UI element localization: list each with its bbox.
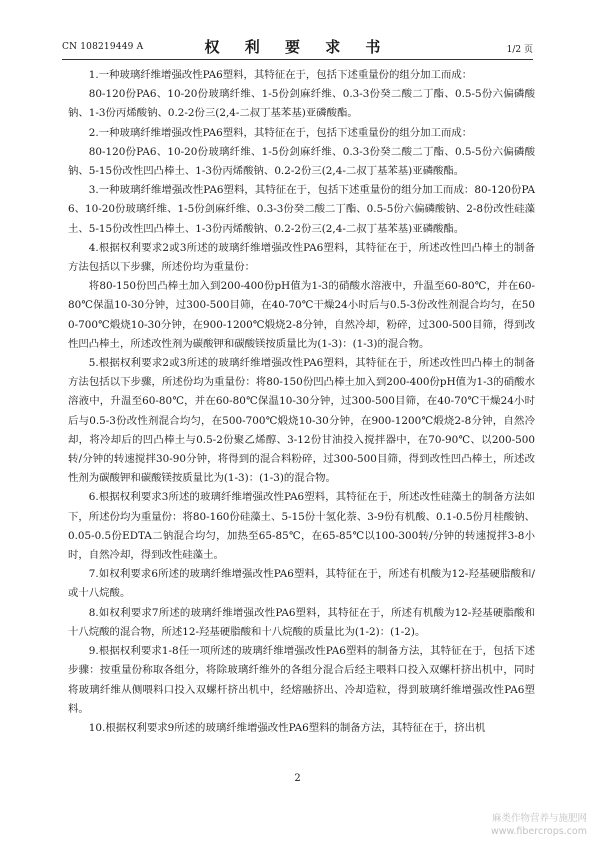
claim-6: 6.根据权利要求3所述的玻璃纤维增强改性PA6塑料，其特征在于，所述改性硅藻土的制备方法如下，所述份均为重量份：将80-160份硅藻土、5-15份十氢化萘、3-9份有机酸、0.1-0.5份月桂酸钠、0.05-0.5份EDTA二钠混合均匀，加热至65-85℃，在65-85℃以100-300转/分钟的转速搅拌3-8小时，自然冷却，得到改性硅藻土。 — [68, 491, 535, 562]
page-count: 1/2 页 — [506, 45, 533, 55]
claim-9: 9.根据权利要求1-8任一项所述的玻璃纤维增强改性PA6塑料的制备方法，其特征在于，包括下述步骤：按重量份称取各组分，将除玻璃纤维外的各组分混合后经主喂料口投入双螺杆挤出机中，同时将玻璃纤维从侧喂料口投入双螺杆挤出机中，经熔融挤出、冷却造粒，得到玻璃纤维增强改性PA6塑料。 — [68, 645, 535, 715]
document-title: 权 利 要 求 书 — [204, 38, 391, 56]
claim-1-composition: 80-120份PA6、10-20份玻璃纤维、1-5份剑麻纤维、0.3-3份癸二酸二丁酯、0.5-5份六偏磷酸钠、1-3份丙烯酸钠、0.2-2份三(2,4-二叔丁基苯基)亚磷酸酯。 — [68, 88, 535, 120]
claim-1: 1.一种玻璃纤维增强改性PA6塑料，其特征在于，包括下述重量份的组分加工而成： — [88, 69, 473, 81]
claim-4-method: 将80-150份凹凸棒土加入到200-400份pH值为1-3的硝酸水溶液中，升温至60-80℃，并在60-80℃保温10-30分钟，过300-500目筛，在40-70℃干燥24小时后与0.5-3份改性剂混合均匀，在500-700℃煅烧10-30分钟，在900-1200℃煅烧2-8分钟，自然冷却，粉碎，过300-500目筛，得到改性凹凸棒土，所述改性剂为碳酸钾和碳酸镁按质量比为(1-3)：(1-3)的混合物。 — [68, 280, 535, 350]
claim-10: 10.根据权利要求9所述的玻璃纤维增强改性PA6塑料的制备方法，其特征在于，挤出机 — [88, 721, 486, 734]
watermark-line-1: 麻类作物营养与施肥网 — [491, 813, 587, 824]
claim-2-composition: 80-120份PA6、10-20份玻璃纤维、1-5份剑麻纤维、0.3-3份癸二酸二丁酯、0.5-5份六偏磷酸钠、5-15份改性凹凸棒土、1-3份丙烯酸钠、0.2-2份三(2,4-二叔丁基苯基)亚磷酸酯。 — [68, 145, 535, 178]
claim-8: 8.如权利要求7所述的玻璃纤维增强改性PA6塑料，其特征在于，所述有机酸为12-羟基硬脂酸和十八烷酸的混合物，所述12-羟基硬脂酸和十八烷酸的质量比为(1-2)：(1-2)。 — [68, 606, 535, 638]
page-number: 2 — [294, 773, 301, 784]
watermark-line-2: www.fibercrops.com — [490, 826, 587, 837]
claim-4: 4.根据权利要求2或3所述的玻璃纤维增强改性PA6塑料，其特征在于，所述改性凹凸棒土的制备方法包括以下步骤，所述份均为重量份： — [68, 241, 535, 274]
claim-5: 5.根据权利要求2或3所述的玻璃纤维增强改性PA6塑料，其特征在于，所述改性凹凸棒土的制备方法包括以下步骤，所述份均为重量份：将80-150份凹凸棒土加入到200-400份pH值为1-3的硝酸水溶液中，升温至60-80℃，并在60-80℃保温10-30分钟，过300-500目筛，在40-70℃干燥24小时后与0.5-3份改性剂混合均匀，在500-700℃煅烧10-30分钟，在900-1200℃煅烧2-8分钟，自然冷却，将冷却后的凹凸棒土与0.5-2份聚乙烯醇、3-12份甘油投入搅拌器中，在70-90℃、以200-500转/分钟的转速搅拌30-90分钟，将得到的混合料粉碎，过300-500目筛，得到改性凹凸棒土，所述改性剂为碳酸钾和碳酸镁按质量比为(1-3)：(1-3)的混合物。 — [68, 357, 535, 485]
claim-3: 3.一种玻璃纤维增强改性PA6塑料，其特征在于，包括下述重量份的组分加工而成：80-120份PA6、10-20份玻璃纤维、1-5份剑麻纤维、0.3-3份癸二酸二丁酯、0.5-5份六偏磷酸钠、2-8份改性硅藻土、5-15份改性凹凸棒土、1-3份丙烯酸钠、0.2-2份三(2,4-二叔丁基苯基)亚磷酸酯。 — [68, 184, 535, 235]
header-divider — [62, 59, 533, 60]
page-header — [62, 36, 533, 58]
patent-number: CN 108219449 A — [62, 42, 144, 52]
claim-2: 2.一种玻璃纤维增强改性PA6塑料，其特征在于，包括下述重量份的组分加工而成： — [88, 126, 473, 139]
claims-body — [68, 66, 535, 738]
claim-7: 7.如权利要求6所述的玻璃纤维增强改性PA6塑料，其特征在于，所述有机酸为12-羟基硬脂酸和/或十八烷酸。 — [68, 568, 535, 600]
watermark — [491, 812, 587, 838]
